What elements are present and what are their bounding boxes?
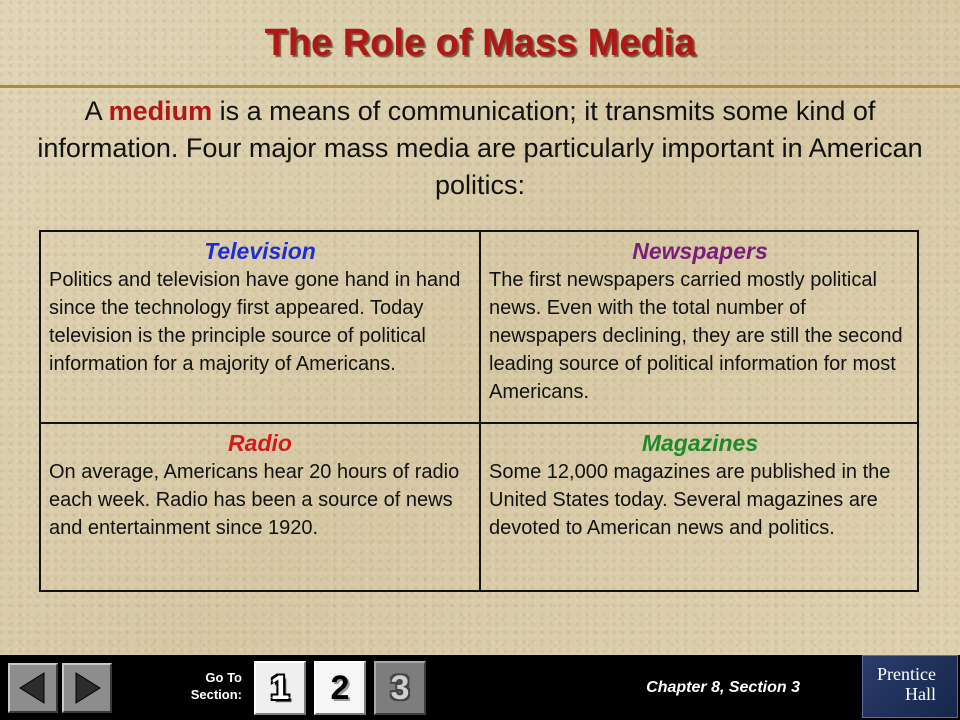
intro-rest: is a means of communication; it transmits some kind of information. Four major mass media are particularly important in American politics: bbox=[37, 96, 923, 200]
next-button[interactable] bbox=[62, 663, 112, 713]
media-body-radio: On average, Americans hear 20 hours of radio each week. Radio has been a source of news and entertainment since 1920. bbox=[49, 461, 460, 539]
logo-line1: Prentice bbox=[877, 664, 936, 684]
media-body-newspapers: The first newspapers carried mostly political news. Even with the total number of newspapers declining, they are still the second leading source of political information for most Americans. bbox=[489, 269, 903, 403]
goto-section-label bbox=[168, 669, 242, 703]
goto-line1: Go To bbox=[205, 670, 242, 685]
intro-highlight: medium bbox=[108, 96, 213, 126]
section-3-button[interactable]: 3 bbox=[374, 661, 426, 715]
publisher-logo bbox=[862, 655, 958, 718]
logo-line2: Hall bbox=[905, 684, 936, 704]
media-cell-newspapers bbox=[481, 232, 919, 424]
media-cell-television bbox=[41, 232, 481, 424]
section-2-button[interactable]: 2 bbox=[314, 661, 366, 715]
media-heading-television: Television bbox=[204, 238, 316, 264]
media-table bbox=[39, 230, 919, 592]
intro-prefix: A bbox=[84, 96, 109, 126]
chapter-label: Chapter 8, Section 3 bbox=[646, 679, 800, 696]
media-body-television: Politics and television have gone hand in hand since the technology first appeared. Today television is the principle source of political information for a majority of Americans. bbox=[49, 269, 461, 375]
slide-title: The Role of Mass Media bbox=[264, 22, 696, 64]
media-body-magazines: Some 12,000 magazines are published in the United States today. Several magazines are devoted to American news and politics. bbox=[489, 461, 891, 539]
media-cell-radio bbox=[41, 424, 481, 592]
title-divider bbox=[0, 85, 960, 88]
previous-button[interactable] bbox=[8, 663, 58, 713]
section-1-button[interactable]: 1 bbox=[254, 661, 306, 715]
media-heading-radio: Radio bbox=[228, 430, 292, 456]
navigation-footer bbox=[0, 655, 960, 720]
intro-paragraph bbox=[30, 93, 930, 204]
media-heading-newspapers: Newspapers bbox=[632, 238, 768, 264]
media-heading-magazines: Magazines bbox=[641, 430, 759, 456]
media-cell-magazines bbox=[481, 424, 919, 592]
goto-line2: Section: bbox=[190, 687, 242, 702]
